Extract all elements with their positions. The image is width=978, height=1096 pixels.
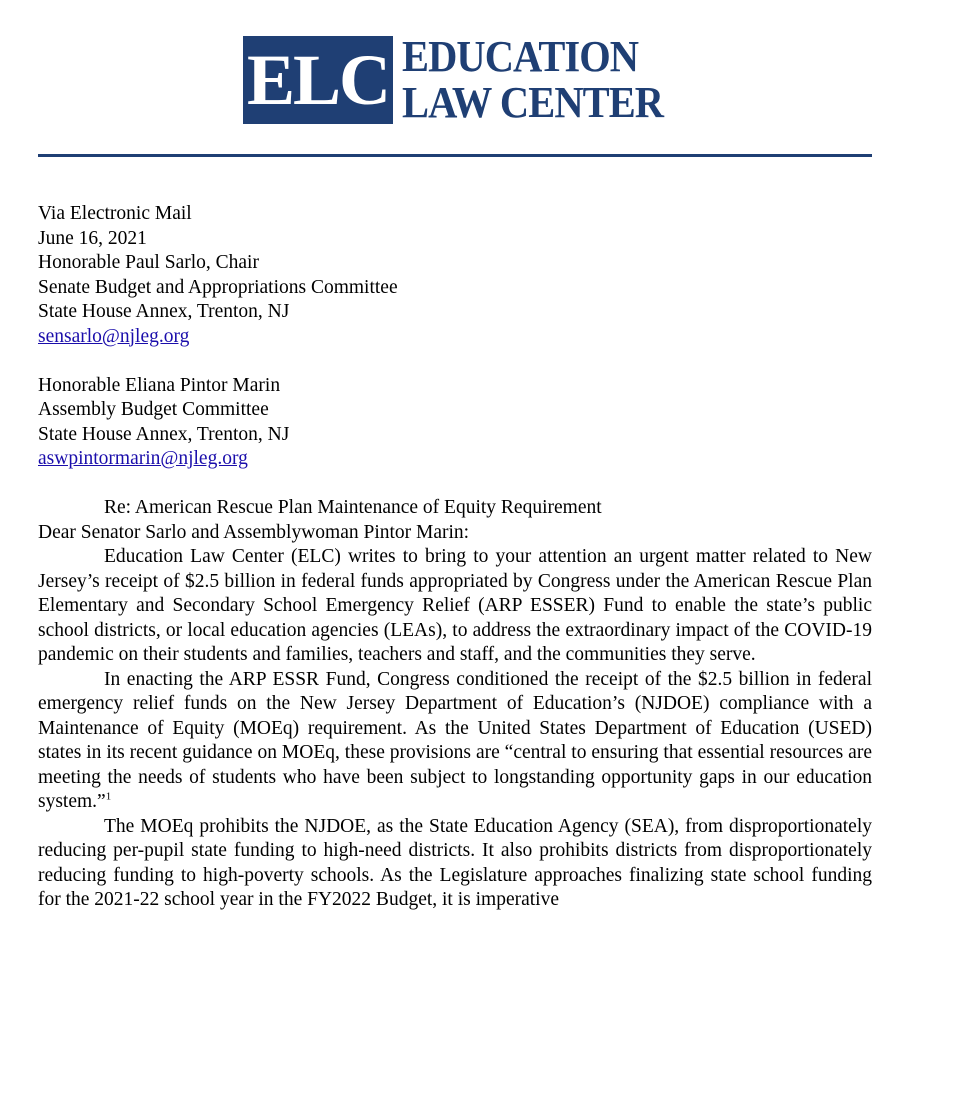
organization-name-line2: LAW CENTER xyxy=(402,78,664,127)
recipient-address-2 xyxy=(38,374,872,472)
letter-date: June 16, 2021 xyxy=(38,227,147,249)
recipient-address-1 xyxy=(38,251,872,349)
recipient-1-committee: Senate Budget and Appropriations Committee xyxy=(38,276,398,298)
organization-name-line1: EDUCATION xyxy=(402,32,639,81)
recipient-2-email-link[interactable]: aswpintormarin@njleg.org xyxy=(38,448,248,469)
recipient-1-address: State House Annex, Trenton, NJ xyxy=(38,301,290,322)
recipient-1-email-link[interactable]: sensarlo@njleg.org xyxy=(38,325,190,347)
recipient-1-name: Honorable Paul Sarlo, Chair xyxy=(38,252,259,273)
organization-name xyxy=(402,34,663,126)
letterhead xyxy=(0,0,978,160)
salutation: Dear Senator Sarlo and Assemblywoman Pintor Marin: xyxy=(38,521,470,543)
letter-body xyxy=(38,202,872,913)
paragraph-1: Education Law Center (ELC) writes to bring to your attention an urgent matter related to New Jersey’s receipt of $2.5 billion in federal funds appropriated by Congress under the American Rescue Plan Elementary and Secondary School Emergency Relief (ARP ESSER) Fund to enable the state’s public school districts, or local education agencies (LEAs), to address the extraordinary impact of the COVID-19 pandemic on their students and families, teachers and staff, and the communities they serve. xyxy=(38,546,872,665)
paragraph-3: The MOEq prohibits the NJDOE, as the State Education Agency (SEA), from disproportionately reducing per-pupil state funding to high-need districts. It also prohibits districts from disproportionately reducing funding to high-poverty schools. As the Legislature approaches finalizing state school funding for the 2021-22 school year in the FY2022 Budget, it is imperative xyxy=(38,815,872,910)
subject-line: Re: American Rescue Plan Maintenance of Equity Requirement xyxy=(104,497,602,518)
delivery-method: Via Electronic Mail xyxy=(38,203,192,224)
footnote-reference[interactable]: 1 xyxy=(105,790,112,803)
logo-mark: ELC xyxy=(246,40,390,120)
paragraph-2 xyxy=(38,668,872,815)
paragraph-2-text: In enacting the ARP ESSR Fund, Congress conditioned the receipt of the $2.5 billion in federal emergency relief funds on the New Jersey Department of Education’s (NJDOE) compliance with a Maintenance of Equity (MOEq) requirement. As the United States Department of Education (USED) states in its recent guidance on MOEq, these provisions are “central to ensuring that essential resources are meeting the needs of students who have been subject to longstanding opportunity gaps in our education system.” xyxy=(38,668,872,812)
recipient-2-committee: Assembly Budget Committee xyxy=(38,399,269,420)
recipient-2-address: State House Annex, Trenton, NJ xyxy=(38,423,290,445)
letterhead-rule xyxy=(38,154,872,157)
recipient-2-name: Honorable Eliana Pintor Marin xyxy=(38,374,281,396)
elc-logo xyxy=(243,36,393,124)
